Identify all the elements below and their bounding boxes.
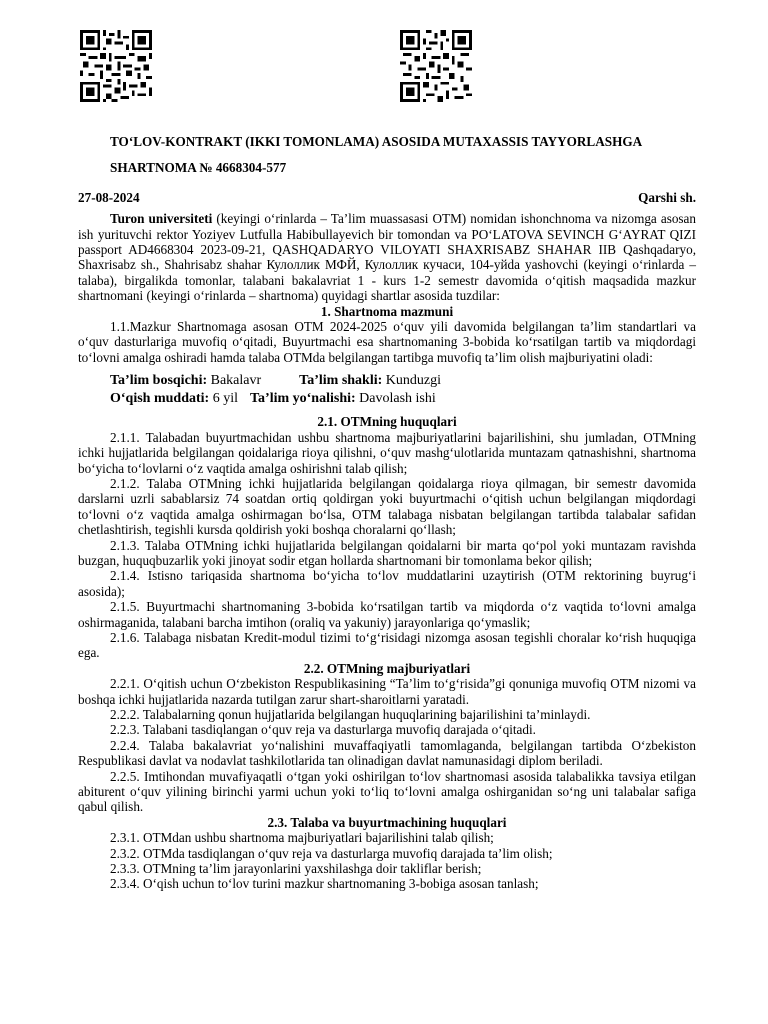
clause-2-1-4: 2.1.4. Istisno tariqasida shartnoma bo‘yicha to‘lov muddatlarini uzaytirish (OTM rektorining buyrug‘i asosida); <box>78 568 696 599</box>
direction-label: Ta’lim yo‘nalishi: <box>249 391 356 407</box>
form-value: Kunduzgi <box>382 373 441 389</box>
section-2-2-title: 2.2. OTMning majburiyatlari <box>303 660 471 676</box>
contract-date: 27-08-2024 <box>78 189 140 205</box>
university-name: Turon universiteti <box>110 211 213 227</box>
clause-2-2-5: 2.2.5. Imtihondan muvafiyaqatli o‘tgan yoki oshirilgan to‘lov shartnomasi asosida talabalikka tavsiya etilgan abiturent o‘quv yilining birinchi yarmi uchun yoki to‘liq to‘lovni amalga oshirganidan so‘ng uni talabalar safiga qabul qilish. <box>78 768 696 815</box>
clause-2-3-4: 2.3.4. O‘qish uchun to‘lov turini mazkur shartnomaning 3-bobiga asosan tanlash; <box>110 876 539 892</box>
document-title: TO‘LOV-KONTRAKT (IKKI TOMONLAMA) ASOSIDA MUTAXASSIS TAYYORLASHGA <box>110 134 643 149</box>
clause-2-1-1: 2.1.1. Talabadan buyurtmachidan ushbu shartnoma majburiyatlarini bajarilishini, shu jumladan, OTMning ichki hujjatlarida belgilangan qoidalariga rioya qilishni, o‘quv mashg‘ulotlarida muntazam qatnashishni, shartnoma bo‘yicha to‘lovlarni o‘z vaqtida amalga oshirishni talab qilish; <box>78 429 696 476</box>
duration-value: 6 yil <box>209 391 238 407</box>
study-details-row-1 <box>78 372 696 390</box>
section-1-title: 1. Shartnoma mazmuni <box>320 303 454 319</box>
clause-2-2-1: 2.2.1. O‘qitish uchun O‘zbekiston Respublikasining “Ta’lim to‘g‘risida”gi qonuniga muvofiq OTM nizomi va boshqa ichki hujjatlarida nazarda tutilgan zarur shart-sharoitlarni yaratadi. <box>78 676 696 707</box>
clause-2-3-1: 2.3.1. OTMdan ushbu shartnoma majburiyatlari bajarilishini talab qilish; <box>110 830 494 846</box>
section-1-text: 1.1.Mazkur Shartnomaga asosan OTM 2024-2025 o‘quv yili davomida belgilangan ta’lim standartlari va o‘quv dasturlariga muvofiq o‘qitadi, Buyurtmachi esa shartnomaning 3-bobida ko‘rsatilgan tartib va miqdordagi to‘lovni amalga oshiradi hamda talaba OTMda belgilangan tartibga muvofiq ta’lim olish majburiyatini oladi: <box>78 319 696 365</box>
intro-paragraph <box>78 211 696 303</box>
study-details-row-2 <box>78 390 696 408</box>
clause-2-2-3: 2.2.3. Talabani tasdiqlangan o‘quv reja va dasturlarga muvofiq darajada o‘qitadi. <box>110 722 536 738</box>
level-value: Bakalavr <box>207 373 262 389</box>
section-2-3-title: 2.3. Talaba va buyurtmachining huquqlari <box>267 814 507 830</box>
clause-2-1-2: 2.1.2. Talaba OTMning ichki hujjatlarida belgilangan qoidalarga rioya qilmagan, bir semestr davomida darslarni uzrli sabablarsiz 74 soatdan ortiq qoldirgan yoki buyurtmachi o‘qitish uchun belgilangan miqdordagi to‘lovni o‘z vaqtida amalga oshirmagan bo‘lsa, OTM talabaga nisbatan belgilangan tartibda talabalar safidan chetlashtirish, tegishli kursda qoldirish yoki boshqa choralarni qo‘llash; <box>78 475 696 538</box>
form-label: Ta’lim shakli: <box>299 373 383 389</box>
contract-number: SHARTNOMA № 4668304-577 <box>110 160 287 176</box>
contract-city: Qarshi sh. <box>638 189 696 205</box>
date-line <box>78 190 696 205</box>
duration-label: O‘qish muddati: <box>110 391 210 407</box>
clause-2-2-2: 2.2.2. Talabalarning qonun hujjatlarida belgilangan huquqlarining bajarilishini ta’minlaydi. <box>110 707 591 722</box>
section-2-1-title: 2.1. OTMning huquqlari <box>317 414 457 430</box>
contract-document <box>78 134 696 892</box>
clause-2-1-3: 2.1.3. Talaba OTMning ichki hujjatlarida belgilangan qoidalarni bir marta qo‘pol yoki muntazam ravishda buzgan, huquqbuzarlik yoki jinoyat sodir etgan hollarda shartnomani bir tomonlama bekor qilish; <box>78 537 696 568</box>
direction-value: Davolash ishi <box>355 391 436 407</box>
qr-code-left <box>80 30 152 102</box>
clause-2-1-6: 2.1.6. Talabaga nisbatan Kredit-modul tizimi to‘g‘risidagi nizomga asosan tegishli choralar ko‘rish huquqiga ega. <box>78 629 696 661</box>
clause-2-3-3: 2.3.3. OTMning ta’lim jarayonlarini yaxshilashga doir takliflar berish; <box>110 861 482 877</box>
level-label: Ta’lim bosqichi: <box>110 373 208 389</box>
intro-text: (keyingi o‘rinlarda – Ta’lim muassasasi OTM) nomidan ishonchnoma va nizomga asosan ish yurituvchi rektor Yoziyev Lutfulla Habibullayevich bir tomondan va PO‘LATOVA SEVINCH G‘AYRAT QIZI passport AD4668304 2023-09-21, QASHQADARYO VILOYATI SHAXRISABZ SHAHAR IIB Qashqadaryo, Shaxrisabz sh., Shahrisabz shahar Кулоллик МФЙ, Кулоллик кучаси, 104-уйda yashovchi (keyingi o‘rinlarda – talaba), birgalikda tomonlar, talabani bakalavriat 1 - kurs 1-2 semestr davomida o‘qitish maqsadida mazkur shartnomani (keyingi o‘rinlarda – shartnoma) quyidagi shartlar asosida tuzdilar: <box>78 211 696 304</box>
clause-2-3-2: 2.3.2. OTMda tasdiqlangan o‘quv reja va dasturlarga muvofiq darajada ta’lim olish; <box>110 845 553 861</box>
study-details <box>78 372 696 408</box>
clause-2-2-4: 2.2.4. Talaba bakalavriat yo‘nalishini muvaffaqiyatli tamomlaganda, belgilangan tartibda O‘zbekiston Respublikasi davlat va nodavlat tashkilotlarida tan olinadigan davlat namunasidagi diplom beriladi. <box>78 737 696 769</box>
clause-2-1-5: 2.1.5. Buyurtmachi shartnomaning 3-bobida ko‘rsatilgan tartib va miqdorda o‘z vaqtida to‘lovni amalga oshirmaganida, talabani barcha imtihon (oraliq va yakuniy) jarayonlariga qo‘ymaslik; <box>78 599 696 630</box>
qr-code-right <box>400 30 472 102</box>
